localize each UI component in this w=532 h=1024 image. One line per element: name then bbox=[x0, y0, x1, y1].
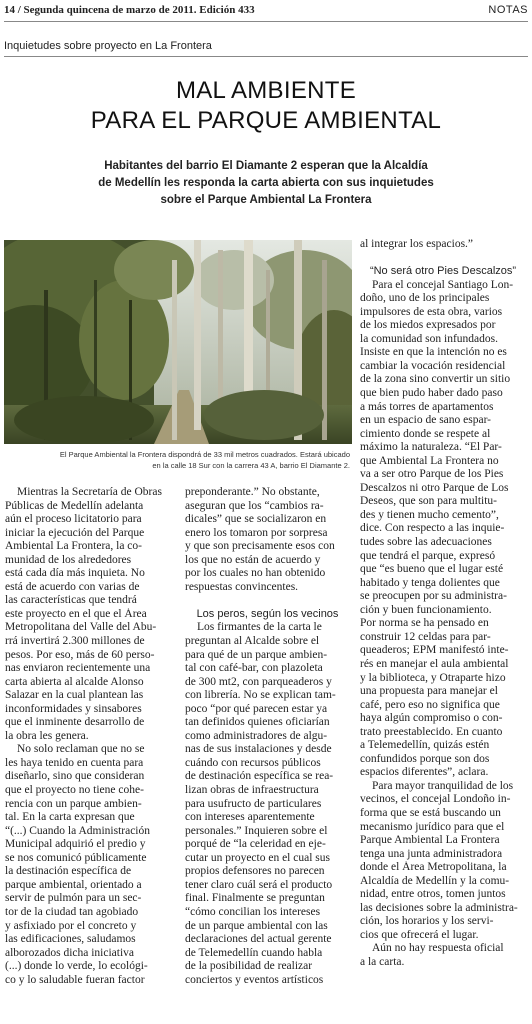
article-column-2 bbox=[185, 486, 350, 987]
text-line: Por norma se ha pensado en bbox=[360, 617, 489, 630]
text-line: respuestas convincentes. bbox=[185, 580, 299, 593]
text-line: nas de sus instalaciones y desde bbox=[185, 743, 332, 756]
section-rule bbox=[4, 56, 528, 57]
text-line: “(...) Cuando la Administración bbox=[5, 824, 150, 837]
text-line: cutar un proyecto en el cual sus bbox=[185, 851, 330, 864]
text-line: propios defensores no parecen bbox=[185, 865, 325, 878]
text-line: dicales” que se socializaron en bbox=[185, 513, 327, 526]
text-line: des y tienen mucho cemento”, bbox=[360, 508, 499, 521]
text-line: de 300 mt2, con parqueaderos y bbox=[185, 675, 332, 688]
text-line: tal. En la carta expresan que bbox=[5, 811, 135, 824]
text-line: enero los tomaron por sorpresa bbox=[185, 526, 328, 539]
text-line: doño, uno de los principales bbox=[360, 292, 490, 305]
text-line: por los cuales no han obtenido bbox=[185, 567, 326, 580]
text-line: y que son precisamente esos con bbox=[185, 540, 335, 553]
text-line: tudes sobre las adecuaciones bbox=[360, 536, 492, 549]
caption-line: El Parque Ambiental la Frontera dispondrá de 33 mil metros cuadrados. Estará ubicado bbox=[59, 450, 350, 459]
text-line: aún el proceso licitatorio para bbox=[5, 513, 142, 526]
article-column-1 bbox=[5, 486, 170, 987]
text-line: preguntan al Alcalde sobre el bbox=[185, 635, 320, 648]
text-line: la comunidad son infundados. bbox=[360, 332, 498, 345]
text-line: que tendrá el parque, expresó bbox=[360, 549, 496, 562]
park-photo bbox=[4, 240, 352, 444]
text-line: las características que tendrá bbox=[5, 594, 137, 607]
title-line: MAL AMBIENTE bbox=[175, 77, 357, 104]
text-line: va a ser otro Parque de los Pies bbox=[360, 468, 504, 481]
text-line: de un parque ambiental con las bbox=[185, 919, 328, 932]
text-line: trato preestablecido. En cuanto bbox=[360, 725, 503, 738]
text-line: las edificaciones, saludamos bbox=[5, 933, 136, 946]
text-line: tal con café-bar, con plazoleta bbox=[185, 662, 323, 675]
text-line: conciertos y eventos artísticos bbox=[185, 973, 324, 986]
text-line: Municipal adquirió el predio y bbox=[5, 838, 146, 851]
spacer bbox=[185, 594, 350, 608]
text-line: Para el concejal Santiago Lon- bbox=[372, 278, 514, 291]
text-line: impulsores de esta obra, varios bbox=[360, 305, 503, 318]
text-line: lizan obras de infraestructura bbox=[185, 784, 319, 797]
section-label: Inquietudes sobre proyecto en La Frontera bbox=[4, 40, 212, 52]
text-line: vecinos, el concejal Londoño in- bbox=[360, 793, 511, 806]
text-line: ción y buen funcionamiento. bbox=[360, 603, 492, 616]
text-line: se nos comunicó públicamente bbox=[5, 851, 147, 864]
page-header bbox=[4, 4, 528, 18]
text-line: la obra les genera. bbox=[5, 729, 89, 742]
text-line: los que no están de acuerdo y bbox=[185, 553, 321, 566]
text-line: de los miedos expresados por bbox=[360, 319, 496, 332]
text-line: Los firmantes de la carta le bbox=[197, 621, 322, 634]
text-line: construir 12 celdas para par- bbox=[360, 630, 491, 643]
text-line: haya algún compromiso o con- bbox=[360, 712, 503, 725]
text-line: se preocupen por su administra- bbox=[360, 590, 507, 603]
text-line: rencia con un parque ambien- bbox=[5, 797, 142, 810]
text-line: Públicas de Medellín adelanta bbox=[5, 499, 144, 512]
subtitle-line: Habitantes del barrio El Diamante 2 esperan que la Alcaldía bbox=[104, 160, 428, 172]
subtitle-line: sobre el Parque Ambiental La Frontera bbox=[160, 194, 372, 206]
text-line: está de acuerdo con varias de bbox=[5, 580, 140, 593]
text-line: queaderos; EPM manifestó inte- bbox=[360, 644, 509, 657]
text-line: Alcaldía de Medellín y la comu- bbox=[360, 874, 510, 887]
text-line: pesos. Por eso, más de 60 perso- bbox=[5, 648, 155, 661]
text-line: les haya tenido en cuenta para bbox=[5, 756, 144, 769]
text-line: Descalzos ni otro Parque de Los bbox=[360, 481, 509, 494]
text-line: diseñarlo, sino que consideran bbox=[5, 770, 145, 783]
text-line: la destinación específica de bbox=[5, 865, 132, 878]
article-title bbox=[0, 76, 532, 136]
text-line: en un espacio de sano espar- bbox=[360, 414, 492, 427]
text-line: que “es bueno que el lugar esté bbox=[360, 563, 504, 576]
text-line: espacios diferentes”, aclara. bbox=[360, 766, 489, 779]
text-line: para usufructo de particulares bbox=[185, 797, 322, 810]
text-line: Ambiental La Frontera, la co- bbox=[5, 540, 142, 553]
text-line: cambiar la vocación residencial bbox=[360, 359, 506, 372]
text-line: que bien pudo haber dado paso bbox=[360, 387, 503, 400]
text-line: con intereses aparentemente bbox=[185, 811, 315, 824]
text-line: y asfixiado por el concreto y bbox=[5, 919, 137, 932]
text-line: de destinación específica se rea- bbox=[185, 770, 334, 783]
text-line: con librería. No se explican tam- bbox=[185, 689, 336, 702]
text-line: No solo reclaman que no se bbox=[17, 743, 145, 756]
text-line: tan definidos quienes oficiarían bbox=[185, 716, 330, 729]
section-name: NOTAS bbox=[488, 4, 528, 16]
text-line: Metropolitana del Valle del Abu- bbox=[5, 621, 157, 634]
text-line: Para mayor tranquilidad de los bbox=[372, 779, 514, 792]
text-line: “cómo concilian los intereses bbox=[185, 905, 321, 918]
header-rule bbox=[4, 21, 528, 22]
text-line: forma que se está buscando un bbox=[360, 806, 501, 819]
text-line: tener claro cuál será el producto bbox=[185, 878, 333, 891]
text-line: nas enviaron recientemente una bbox=[5, 662, 151, 675]
text-line: como administradores de algu- bbox=[185, 729, 328, 742]
text-line: parque ambiental, orientado a bbox=[5, 878, 142, 891]
subheading: “No será otro Pies Descalzos” bbox=[369, 265, 517, 278]
text-line: (...) donde lo verde, lo ecológi- bbox=[5, 960, 148, 973]
text-line: café, pero eso no significa que bbox=[360, 698, 500, 711]
text-line: que el proyecto no tiene cohe- bbox=[5, 784, 144, 797]
text-line: porqué de “la celeridad en eje- bbox=[185, 838, 326, 851]
text-line: ción, los horarios y los servi- bbox=[360, 915, 494, 928]
text-line: Aún no hay respuesta oficial bbox=[372, 942, 504, 955]
text-line: tenga una junta administradora bbox=[360, 847, 503, 860]
text-line: co y lo saludable fueran factor bbox=[5, 973, 145, 986]
article-subtitle bbox=[40, 158, 492, 209]
text-line: rés en manejar el aula ambiental bbox=[360, 657, 509, 670]
text-line: confundidos porque son dos bbox=[360, 752, 490, 765]
text-line: a la carta. bbox=[360, 955, 405, 968]
text-line: Salazar en la cual plantean las bbox=[5, 689, 144, 702]
text-line: cios que ofrecerá el lugar. bbox=[360, 928, 479, 941]
text-line: está cada día más inquieta. No bbox=[5, 567, 145, 580]
text-line: poco “por qué parecen estar ya bbox=[185, 702, 328, 715]
text-line: personales.” Inquieren sobre el bbox=[185, 824, 328, 837]
text-line: donde el Área Metropolitana, la bbox=[360, 861, 507, 874]
text-line: cuándo con recursos públicos bbox=[185, 756, 321, 769]
text-line: final. Finalmente se preguntan bbox=[185, 892, 325, 905]
text-line: tor de la ciudad tan agobiado bbox=[5, 905, 139, 918]
text-line: declaraciones del actual gerente bbox=[185, 933, 332, 946]
text-line: de la zona sino convertir un sitio bbox=[360, 373, 511, 386]
text-line: de la posibilidad de realizar bbox=[185, 960, 313, 973]
text-line: de Telemedellín cuando habla bbox=[185, 946, 323, 959]
text-line: a más torres de apartamentos bbox=[360, 400, 494, 413]
text-line: máximo la naturaleza. “El Par- bbox=[360, 441, 502, 454]
text-line: alborozados dicha iniciativa bbox=[5, 946, 135, 959]
text-line: iniciar la ejecución del Parque bbox=[5, 526, 145, 539]
text-line: servir de pulmón para un sec- bbox=[5, 892, 142, 905]
text-line: aseguran que los “cambios ra- bbox=[185, 499, 324, 512]
text-line: nidad, entre otros, tomen juntos bbox=[360, 888, 506, 901]
text-line: mecanismo jurídico para que el bbox=[360, 820, 505, 833]
text-line: Deseos, que son para multitu- bbox=[360, 495, 498, 508]
text-line: munidad de los alrededores bbox=[5, 553, 132, 566]
photo-caption bbox=[6, 449, 350, 471]
text-line: una propuesta para manejar el bbox=[360, 685, 498, 698]
text-line: que el inminente desarrollo de bbox=[5, 716, 145, 729]
text-line: para qué de un parque ambien- bbox=[185, 648, 328, 661]
text-line: y la biblioteca, y Otraparte hizo bbox=[360, 671, 506, 684]
text-line: al integrar los espacios.” bbox=[360, 238, 474, 250]
subtitle-line: de Medellín les responda la carta abierta con sus inquietudes bbox=[98, 177, 434, 189]
article-column-3 bbox=[360, 238, 526, 970]
text-line: inconformidades y sinsabores bbox=[5, 702, 142, 715]
text-line: las decisiones sobre la administra- bbox=[360, 901, 518, 914]
title-line: PARA EL PARQUE AMBIENTAL bbox=[90, 107, 442, 134]
text-line: carta abierta al alcalde Alonso bbox=[5, 675, 144, 688]
text-line: este proyecto en el que el Área bbox=[5, 607, 147, 620]
caption-line: en la calle 18 Sur con la carrera 43 A, barrio El Diamante 2. bbox=[152, 461, 350, 470]
text-line: dice. Con respecto a las inquie- bbox=[360, 522, 505, 535]
subheading: Los peros, según los vecinos bbox=[196, 607, 339, 620]
text-line: Parque Ambiental La Frontera bbox=[360, 834, 500, 847]
text-line: rrá invertirá 2.300 millones de bbox=[5, 635, 145, 648]
text-line: Insiste en que la intención no es bbox=[360, 346, 507, 359]
spacer bbox=[360, 252, 526, 266]
text-line: habitado y tenga dolientes que bbox=[360, 576, 500, 589]
text-line: a Telemedellín, quizás estén bbox=[360, 739, 490, 752]
text-line: Mientras la Secretaría de Obras bbox=[17, 486, 162, 498]
text-line: preponderante.” No obstante, bbox=[185, 486, 320, 498]
issue-info: 14 / Segunda quincena de marzo de 2011. Edición 433 bbox=[4, 4, 255, 16]
text-line: cimiento donde se respete al bbox=[360, 427, 491, 440]
text-line: que Ambiental La Frontera no bbox=[360, 454, 499, 467]
